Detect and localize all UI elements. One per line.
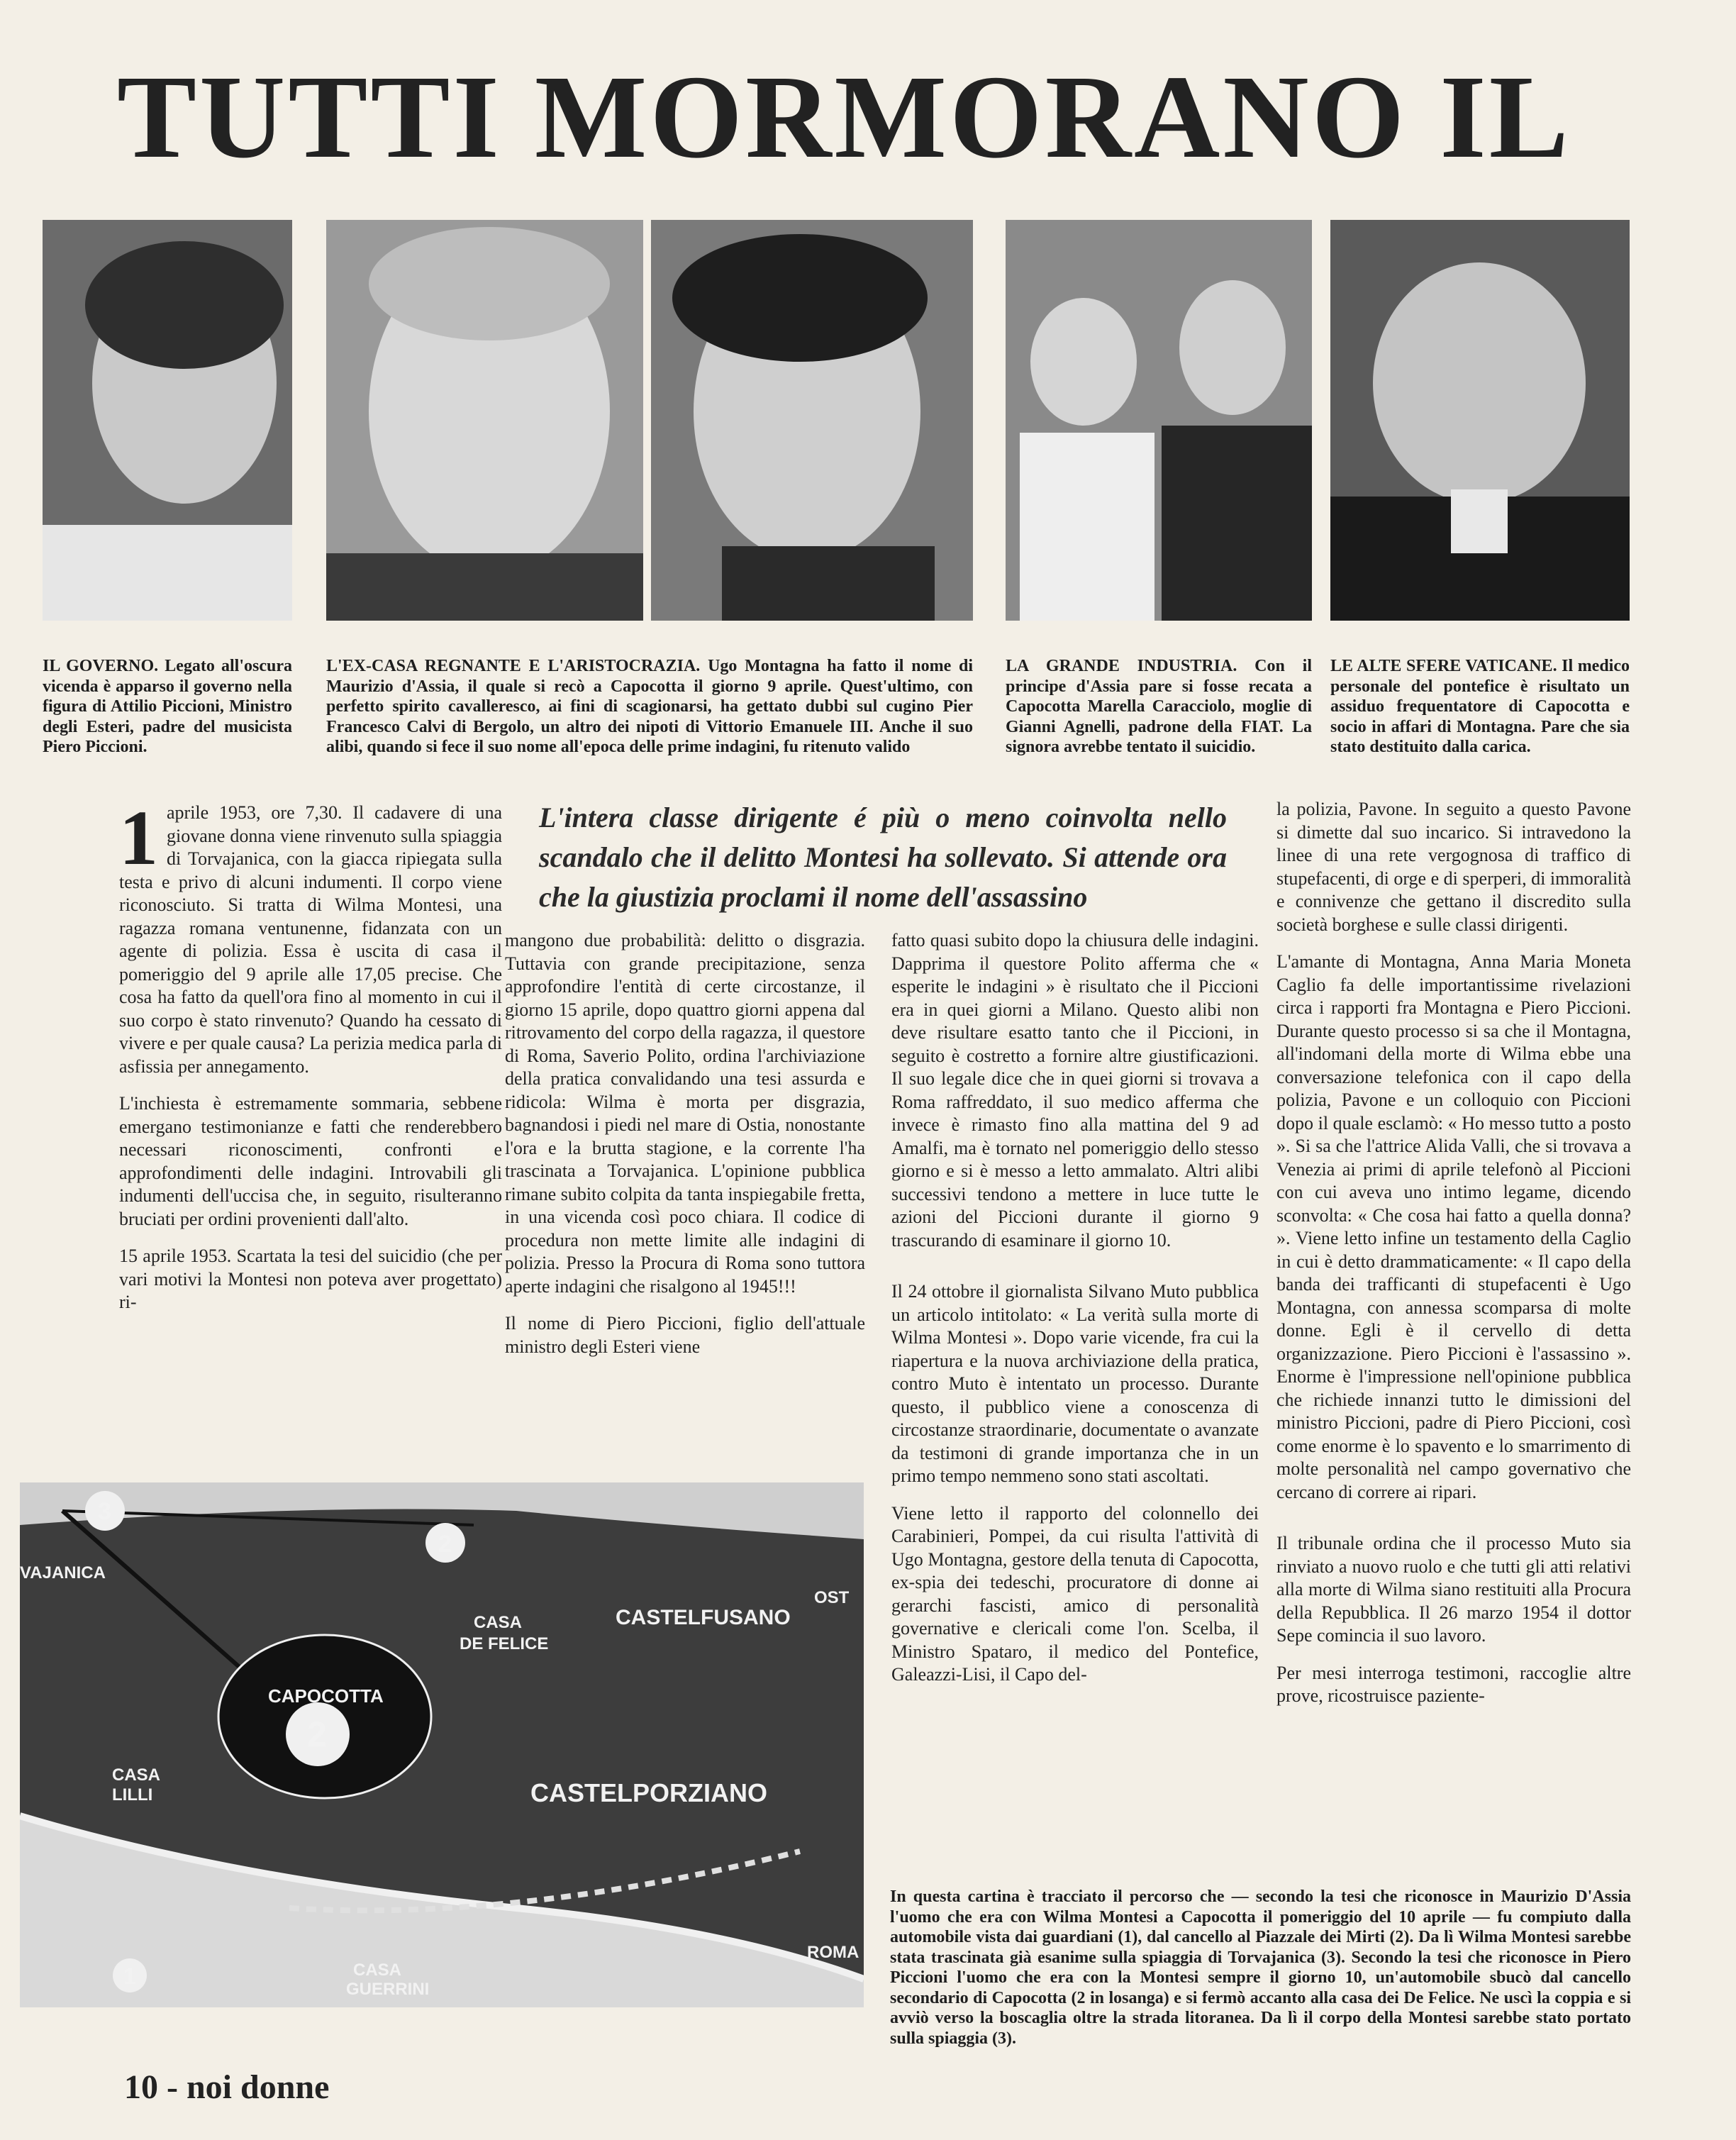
- caption-industria: [1006, 656, 1312, 758]
- article-paragraph: fatto quasi subito dopo la chiusura delle indagini. Dapprima il questore Polito afferma che « esperite le indagini » è risultato che il Piccioni era in quei giorni a Milano. Questo alibi non deve risultare esatto tanto che il Piccioni, in seguito è costretto a fornire altre giustificazioni. Il suo legale dice che in quei giorni si trovava a Roma raffreddato, il suo medico afferma che invece è rimasto fino alla mattina del 9 ad Amalfi, ma è tornato nel pomeriggio dello stesso giorno e si è messo a letto ammalato. Altri alibi successivi tendono a mettere in luce tutte le azioni del Piccioni durante il giorno 9 trascurando di esaminare il giorno 10.: [891, 930, 1259, 1251]
- map-label-casa-de-felice-1: CASA: [474, 1613, 523, 1632]
- article-paragraph: mangono due probabilità: delitto o disgrazia. Tuttavia con grande precipitazione, senza approfondire l'entità di certe circostanze, il giorno 15 aprile, dopo quattro giorni appena dal ritrovamento del corpo della ragazza, il questore di Roma, Saverio Polito, ordina l'archiviazione della pratica convalidando una tesi assurda e ridicola: Wilma è morta per disgrazia, bagnandosi i piedi nel mare di Ostia, nonostante l'ora e la brutta stagione, e la corrente l'ha trascinata a Torvajanica. L'opinione pubblica rimane subito colpita da tanta inspiegabile fretta, in una vicenda così poco chiara. Il codice di procedura non mette limite alle indagini di polizia. Presso la Procura di Roma sono tuttora aperte indagini che risalgono al 1945!!!: [505, 930, 865, 1297]
- dropcap: 1: [119, 794, 158, 881]
- article-paragraph: Il nome di Piero Piccioni, figlio dell'attuale ministro degli Esteri viene: [505, 1313, 865, 1357]
- map-label-capocotta: CAPOCOTTA: [268, 1685, 384, 1707]
- article-paragraph: L'amante di Montagna, Anna Maria Moneta Caglio fa delle importantissime rivelazioni circa i rapporti fra Montagna e Piero Piccioni. Durante questo processo si sa che il Montagna, all'indomani della morte di Wilma ebbe una conversazione telefonica con il capo della polizia, Pavone e un colloquio con Piccioni dopo il quale esclamò: « Ho messo tutto a posto ». Si sa che l'attrice Alida Valli, che si trovava a Venezia ai primi di aprile telefonò al Piccioni con cui aveva uno intimo legame, dicendo sconvolta: « Che cosa hai fatto a quella donna? ». Viene letto infine un testamento della Caglio in cui è detto drammaticamente: « Il capo della banda dei trafficanti di stupefacenti è Ugo Montagna, con annessa scomparsa di molte donne. Egli è il cervello di detta organizzazione. Piero Piccioni è l'assassino ». Enorme è l'impressione nell'opinione pubblica che richiede innanzi tutto le dimissioni del ministro Piccioni, padre di Piero Piccioni, così come enorme è lo spavento e lo smarrimento di molte personalità nel campo governativo che cercano di correre ai ripari.: [1276, 951, 1631, 1502]
- map-label-2b: 2: [307, 1714, 327, 1754]
- caption-governo-text: Legato all'oscura vicenda è apparso il governo nella figura di Attilio Piccioni, Ministro degli Esteri, padre del musicista Piero Piccioni.: [43, 657, 292, 756]
- article-column-2: [505, 929, 865, 1373]
- caption-governo: [43, 656, 292, 758]
- map-label-3: 3: [98, 1498, 111, 1525]
- map-caption: In questa cartina è tracciato il percorso che — secondo la tesi che riconosce in Maurizio D'Assia l'uomo che era con Wilma Montesi a Capocotta il pomeriggio del 10 aprile — fu compiuto dalla automobile vista dai guardiani (1), dal cancello al Piazzale dei Mirti (2). Da lì Wilma Montesi sarebbe stata trascinata già esanime sulla spiaggia di Torvajanica (3). Secondo la tesi che riconosce in Piero Piccioni l'uomo che era con la Montesi sempre il giorno 10, un'automobile sbucò dal cancello secondario di Capocotta (2 in losanga) e si fermò accanto alla casa dei De Felice. Ne uscì la coppia e si avviò verso la boscaglia oltre la strada litoranea. Da lì il corpo della Montesi sarebbe stato portato sulla spiaggia (3).: [890, 1887, 1631, 2048]
- article-paragraph: L'inchiesta è estremamente sommaria, sebbene emergano testimonianze e fatti che renderebbero necessari riconoscimenti, confronti e approfondimenti delle indagini. Introvabili gli indumenti dell'uccisa che, in seguito, risulteranno bruciati per ordini provenienti dall'alto.: [119, 1093, 502, 1229]
- photo-alte-sfere-vaticane: [1330, 220, 1630, 621]
- article-paragraph: Il 24 ottobre il giornalista Silvano Muto pubblica un articolo intitolato: « La verità sulla morte di Wilma Montesi ». Dopo varie vicende, fra cui la riapertura e la nuova archiviazione della pratica, contro Muto è intentato un processo. Durante questo, il pubblico viene a conoscenza di circostanze straordinarie, documentate o avanzate da testimoni di grande importanza che in un primo tempo nemmeno sono stati ascoltati.: [891, 1281, 1259, 1486]
- map: [20, 1482, 864, 2007]
- map-label-casa-guerrini-2: GUERRINI: [346, 1980, 430, 1999]
- map-label-roma: ROMA: [807, 1943, 859, 1962]
- photo-grande-industria: [1006, 220, 1312, 621]
- article-column-1: [119, 794, 502, 1329]
- caption-governo-head: IL GOVERNO.: [43, 657, 159, 675]
- map-label-casa-de-felice-2: DE FELICE: [460, 1634, 549, 1653]
- map-label-casa-lilli-1: CASA: [112, 1765, 161, 1785]
- caption-vaticano-head: LE ALTE SFERE VATICANE.: [1330, 657, 1557, 675]
- caption-industria-text: Con il principe d'Assia pare si fosse recata a Capocotta Marella Caracciolo, moglie di Gianni Agnelli, padrone della FIAT. La signora avrebbe tentato il suicidio.: [1006, 657, 1313, 756]
- map-label-casa-lilli-2: LILLI: [112, 1785, 153, 1804]
- map-label-casa-guerrini-1: CASA: [353, 1961, 402, 1980]
- photo-ex-casa-regnante: [326, 220, 643, 621]
- page-footer: 10 - noi donne: [124, 2068, 330, 2106]
- article-paragraph: Il tribunale ordina che il processo Muto sia rinviato a nuovo ruolo e che tutti gli atti relativi alla morte di Wilma siano restituiti alla Procura della Repubblica. Il 26 marzo 1954 il dottor Sepe comincia il suo lavoro.: [1276, 1533, 1631, 1646]
- article-paragraph: Viene letto il rapporto del colonnello dei Carabinieri, Pompei, da cui risulta l'attività di Ugo Montagna, gestore della tenuta di Capocotta, ex-spia dei tedeschi, procuratore di donne ai gerarchi fascisti, amico di personalità governative e clericali come l'on. Scelba, il Ministro Spataro, il medico del Pontefice, Galeazzi-Lisi, il Capo del-: [891, 1502, 1259, 1685]
- caption-vaticano-text: Il medico personale del pontefice è risultato un assiduo frequentatore di Capocotta e socio in affari di Montagna. Pare che sia stato destituito dalla carica.: [1330, 657, 1630, 756]
- map-label-1: 1: [123, 1963, 136, 1989]
- photo-governo: [43, 220, 292, 621]
- map-label-2a: 2: [438, 1531, 452, 1558]
- article-paragraph: 15 aprile 1953. Scartata la tesi del suicidio (che per vari motivi la Montesi non poteva aver progettato) ri-: [119, 1246, 502, 1312]
- map-label-castelfusano: CASTELFUSANO: [616, 1606, 791, 1629]
- caption-aristocrazia-text: Ugo Montagna ha fatto il nome di Maurizio d'Assia, il quale si recò a Capocotta il giorno 9 aprile. Quest'ultimo, con perfetto spirito cavalleresco, ai fini di scagionarsi, ha gettato dubbi sul cugino Pier Francesco Calvi di Bergolo, un altro dei nipoti di Vittorio Emanuele III. Anche il suo alibi, quando si fece il suo nome all'epoca delle prime indagini, fu ritenuto valido: [326, 657, 973, 756]
- map-label-castelporziano: CASTELPORZIANO: [530, 1778, 768, 1807]
- article-paragraph: 1 aprile 1953, ore 7,30. Il cadavere di una giovane donna viene rinvenuto sulla spiaggia di Torvajanica, con la giacca ripiegata sulla testa e privo di alcuni indumenti. Il corpo viene riconosciuto. Si tratta di Wilma Montesi, una ragazza romana ventunenne, fidanzata con un agente di polizia. Essa è uscita di casa il pomeriggio del 9 aprile alle 17,05 precise. Che cosa ha fatto da quell'ora fino al momento in cui il suo corpo è stato rinvenuto? Quando ha cessato di vivere e per quale causa? La perizia medica parla di asfissia per annegamento.: [119, 794, 502, 1077]
- map-label-ostia: OST: [814, 1588, 850, 1607]
- article-paragraph: Per mesi interroga testimoni, raccoglie altre prove, ricostruisce paziente-: [1276, 1662, 1631, 1706]
- lede: L'intera classe dirigente é più o meno coinvolta nello scandalo che il delitto Montesi ha sollevato. Si attende ora che la giustizia proclami il nome dell'assassino: [539, 802, 1227, 913]
- map-label-torvajanica: VAJANICA: [20, 1563, 106, 1582]
- caption-industria-head: LA GRANDE INDUSTRIA.: [1006, 657, 1237, 675]
- caption-aristocrazia-head: L'EX-CASA REGNANTE E L'ARISTOCRAZIA.: [326, 657, 701, 675]
- article-column-4: [1276, 798, 1631, 1722]
- photo-aristocrazia: [651, 220, 973, 621]
- article-column-3: [891, 929, 1259, 1701]
- headline: TUTTI MORMORANO IL: [117, 57, 1571, 177]
- caption-vaticano: [1330, 656, 1630, 758]
- article-paragraph: la polizia, Pavone. In seguito a questo Pavone si dimette dal suo incarico. Si intravedono la linee di una rete vergognosa di traffico di stupefacenti, di orge e di sperperi, di immoralità e connivenze che gettano il discredito sulla società borghese e sulle classi dirigenti.: [1276, 799, 1631, 935]
- caption-aristocrazia: [326, 656, 973, 758]
